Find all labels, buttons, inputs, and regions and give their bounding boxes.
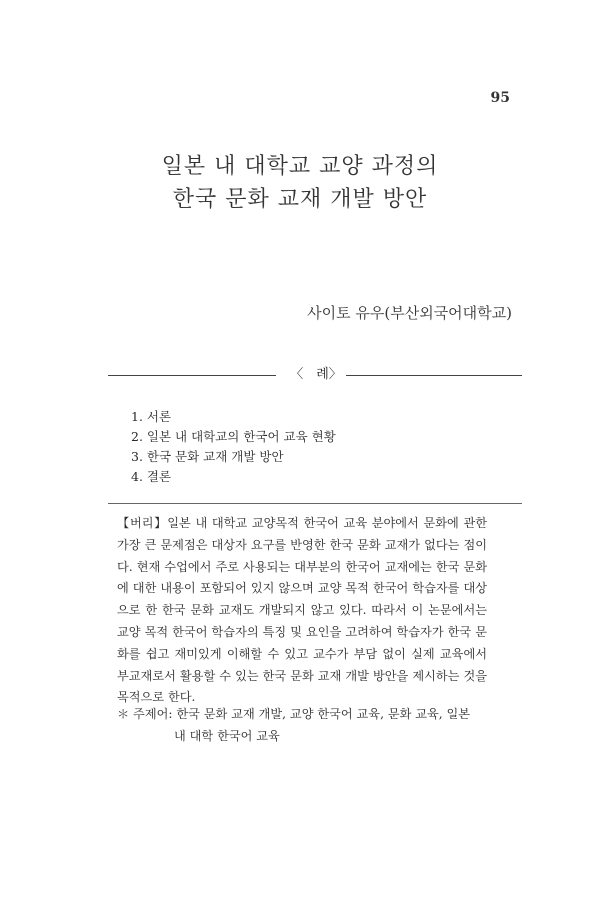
- page-number: 95: [490, 90, 510, 106]
- abstract: 【버리】일본 내 대학교 교양목적 한국어 교육 분야에서 문화에 관한 가장 큰 문제점은 대상자 요구를 반영한 한국 문화 교재가 없다는 점이다. 현재 수업에서 주로 사용되는 대부분의 한국어 교재에는 한국 문화에 대한 내용이 포함되어 있지 않으며 교양 목적 한국어 학습자를 대상으로 한 한국 문화 교재도 개발되지 않고 있다. 따라서 이 논문에서는 교양 목적 한국어 학습자의 특징 및 요인을 고려하여 학습자가 한국 문화를 쉽고 재미있게 이해할 수 있고 교수가 부담 없이 실제 교육에서 부교재로서 활용할 수 있는 한국 문화 교재 개발 방안을 제시하는 것을 목적으로 한다.: [117, 516, 487, 705]
- title-line-1: 일본 내 대학교 교양 과정의: [161, 154, 439, 179]
- toc-heading: 〈 례〉: [290, 367, 342, 382]
- paper-title: [0, 150, 600, 216]
- keywords-line-2: 내 대학 한국어 교육: [174, 728, 280, 743]
- toc-list: [131, 407, 336, 487]
- toc-rule-left: [108, 375, 276, 376]
- toc-item: 4. 결론: [131, 469, 172, 484]
- toc-rule-right: [346, 375, 522, 376]
- toc-item: 2. 일본 내 대학교의 한국어 교육 현황: [131, 429, 336, 444]
- keywords-line-1: ＊ 주제어: 한국 문화 교재 개발, 교양 한국어 교육, 문화 교육, 일본: [117, 707, 471, 721]
- toc-item: 3. 한국 문화 교재 개발 방안: [131, 449, 284, 464]
- keywords: [117, 704, 489, 748]
- title-line-2: 한국 문화 교재 개발 방안: [172, 187, 428, 212]
- toc-heading-row: [108, 366, 522, 384]
- toc-item: 1. 서론: [131, 409, 172, 424]
- author-affiliation: 사이토 유우(부산외국어대학교): [307, 304, 512, 322]
- section-divider: [108, 503, 522, 504]
